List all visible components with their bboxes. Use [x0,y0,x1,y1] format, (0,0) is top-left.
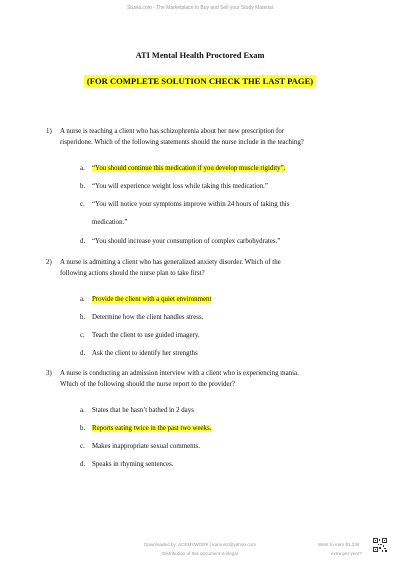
option-label: b. [80,314,86,321]
option-1d [80,236,281,247]
option-label: a. [80,165,85,172]
option-label: b. [80,183,86,190]
question-text-line: Which of the following should the nurse report to the provider? [60,381,235,388]
question-number: 3) [46,370,52,377]
option-text: States that he hasn’t bathed in 2 days [92,407,194,414]
option-label: c. [80,332,85,339]
option-3c [80,441,200,452]
question-number: 1) [46,128,52,135]
question-text-line: A nurse is teaching a client who has schizophrenia about her new prescription for [60,128,285,135]
footer-earn-line1[interactable]: Want to earn $1.236 [318,542,360,547]
option-label: d. [80,238,86,245]
option-text-highlighted: “You should continue this medication if you develop muscle rigidity”. [92,165,286,172]
question-2 [46,257,370,279]
footer-distribution-notice: Distribution of this document is illegal [162,551,238,556]
footer-earn-line2[interactable]: extra per year? [331,551,362,556]
option-1b [80,181,268,192]
question-text-line: A nurse is admitting a client who has generalized anxiety disorder. Which of the [60,259,281,266]
option-3a [80,405,194,416]
option-text: Teach the client to use guided imagery. [92,332,200,339]
footer-downloaded-by: Downloaded by: ACEMYWORK | kamun2@yahoo.com [144,542,256,547]
option-text: medication.” [92,219,128,226]
option-2c [80,330,200,341]
solution-banner: (FOR COMPLETE SOLUTION CHECK THE LAST PAGE) [84,75,316,87]
option-label: a. [80,407,85,414]
option-2d [80,348,198,359]
question-text-line: following actions should the nurse plan to take first? [60,270,205,277]
option-text: “You should increase your consumption of complex carbohydrates.” [92,238,281,245]
option-2a [80,294,212,305]
question-1 [46,126,370,148]
stuvia-watermark: Stuvia.com - The Marketplace to Buy and Sell your Study Material [127,5,273,11]
option-1a [80,163,286,174]
question-3 [46,368,370,390]
option-text: Determine how the client handles stress. [92,314,204,321]
option-2b [80,312,204,323]
option-text: “You will experience weight loss while taking this medication.” [92,183,268,190]
question-number: 2) [46,259,52,266]
option-text: Ask the client to identify her strengths [92,350,198,357]
option-text: Speaks in rhyming sentences. [92,461,174,468]
option-label: d. [80,461,86,468]
question-text-line: A nurse is conducting an admission interview with a client who is experiencing mania. [60,370,299,377]
option-text-highlighted: Reports eating twice in the past two weeks. [92,425,212,432]
qr-code-icon[interactable] [373,538,387,552]
banner-wrap [0,71,400,89]
option-text: Makes inappropriate sexual comments. [92,443,200,450]
option-label: a. [80,296,85,303]
option-label: c. [80,443,85,450]
option-label: c. [80,201,85,208]
option-label: d. [80,350,86,357]
option-1c [80,199,290,210]
question-text-line: risperidone. Which of the following statements should the nurse include in the teaching? [60,139,304,146]
option-text-highlighted: Provide the client with a quiet environment [92,296,212,303]
option-3b [80,423,212,434]
option-label: b. [80,425,86,432]
option-3d [80,459,174,470]
option-1c-cont [92,217,127,228]
option-text: “You will notice your symptoms improve within 24 hours of taking this [92,201,290,208]
document-title: ATI Mental Health Proctored Exam [135,51,265,60]
